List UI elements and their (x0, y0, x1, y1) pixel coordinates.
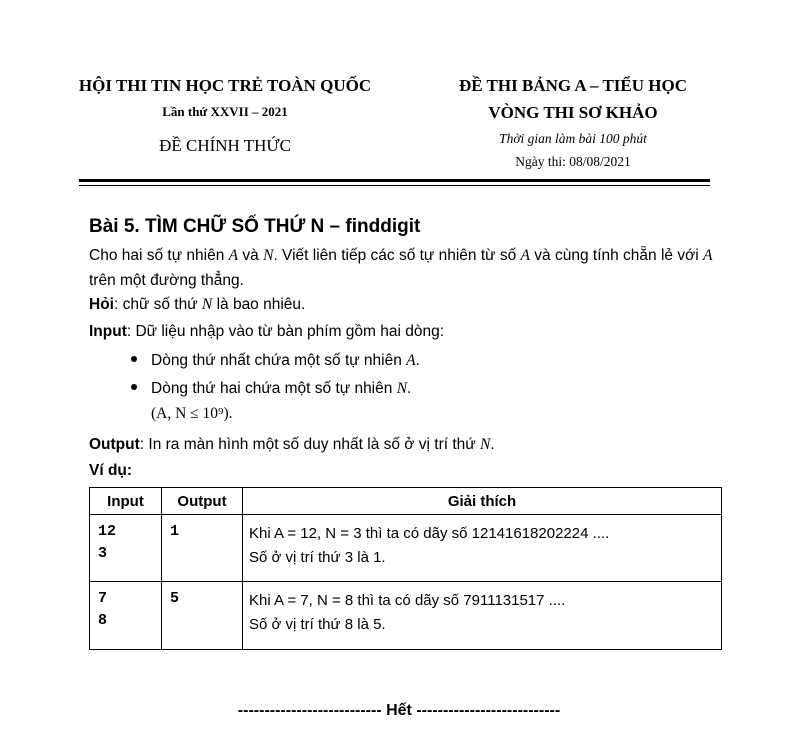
desc-text: Cho hai số tự nhiên (89, 247, 229, 264)
table-input-cell (90, 515, 162, 582)
input-spec-line (89, 323, 444, 341)
output-text: : In ra màn hình một số duy nhất là số ở vị trí thứ (139, 436, 480, 453)
table-header-row (90, 488, 722, 515)
explanation-line: Khi A = 7, N = 8 thì ta có dãy số 7911131517 .... (249, 592, 566, 609)
table-row (90, 515, 722, 582)
bullet-icon (131, 384, 137, 390)
bullet-text: Dòng thứ nhất chứa một số tự nhiên (151, 352, 407, 369)
problem-description-line-1 (89, 247, 712, 265)
table-header-cell: Giải thích (243, 488, 722, 515)
exam-title: ĐỀ THI BẢNG A – TIỂU HỌC (459, 76, 687, 95)
bullet-item-1 (131, 352, 420, 370)
desc-text: và cùng tính chẵn lẻ với (529, 247, 703, 264)
contest-title: HỘI THI TIN HỌC TRẺ TOÀN QUỐC (78, 76, 372, 95)
output-label: Output (89, 436, 140, 453)
input-value: 12 (98, 523, 117, 540)
bullet-dot: . (415, 352, 420, 369)
exam-duration: Thời gian làm bài 100 phút (499, 131, 647, 146)
var-n: N (479, 436, 491, 453)
desc-text: . Viết liên tiếp các số tự nhiên từ số (273, 247, 521, 264)
bullet-text: Dòng thứ hai chứa một số tự nhiên (151, 380, 397, 397)
input-value: 8 (98, 612, 108, 629)
bullet-dot: . (407, 380, 412, 397)
end-marker: --------------------------- Hết --------------------------- (237, 702, 561, 719)
explanation-line: Khi A = 12, N = 3 thì ta có dãy số 12141618202224 .... (249, 525, 610, 542)
example-label: Ví dụ: (89, 462, 133, 479)
desc-text: và (238, 247, 264, 264)
input-value: 3 (98, 545, 108, 562)
problem-description-line-2: trên một đường thẳng. (89, 272, 244, 289)
var-a: A (520, 247, 530, 264)
table-explanation-cell (243, 582, 722, 650)
contest-edition: Lần thứ XXVII – 2021 (162, 104, 288, 119)
header-divider-thick (79, 179, 710, 182)
official-label: ĐỀ CHÍNH THỨC (159, 136, 291, 155)
exam-date: Ngày thi: 08/08/2021 (515, 154, 631, 169)
var-a: A (703, 247, 713, 264)
exam-round: VÒNG THI SƠ KHẢO (488, 103, 658, 122)
input-text: : Dữ liệu nhập vào từ bàn phím gồm hai dòng: (126, 323, 445, 340)
problem-title: Bài 5. TÌM CHỮ SỐ THỨ N – finddigit (89, 216, 421, 237)
question-line (89, 296, 305, 314)
input-label: Input (89, 323, 127, 340)
explanation-line: Số ở vị trí thứ 8 là 5. (249, 616, 386, 633)
output-value: 5 (170, 590, 180, 607)
var-n: N (201, 296, 213, 313)
example-table (89, 487, 722, 650)
input-value: 7 (98, 590, 108, 607)
bullet-icon (131, 356, 137, 362)
constraint-text: (A, N ≤ 10⁹). (151, 405, 233, 422)
table-explanation-cell (243, 515, 722, 582)
table-header-cell: Input (90, 488, 162, 515)
output-dot: . (490, 436, 495, 453)
table-header-cell: Output (162, 488, 243, 515)
output-spec-line (89, 436, 495, 454)
explanation-line: Số ở vị trí thứ 3 là 1. (249, 549, 386, 566)
bullet-item-2 (131, 380, 411, 398)
header-divider-thin (79, 185, 710, 186)
question-text: là bao nhiêu. (212, 296, 306, 313)
table-row (90, 582, 722, 650)
output-value: 1 (170, 523, 180, 540)
table-output-cell (162, 515, 243, 582)
var-a: A (228, 247, 239, 264)
var-a: A (406, 352, 416, 369)
question-text: : chữ số thứ (113, 296, 202, 313)
var-n: N (396, 380, 408, 397)
table-input-cell (90, 582, 162, 650)
table-output-cell (162, 582, 243, 650)
question-label: Hỏi (89, 296, 114, 313)
var-n: N (263, 247, 274, 264)
